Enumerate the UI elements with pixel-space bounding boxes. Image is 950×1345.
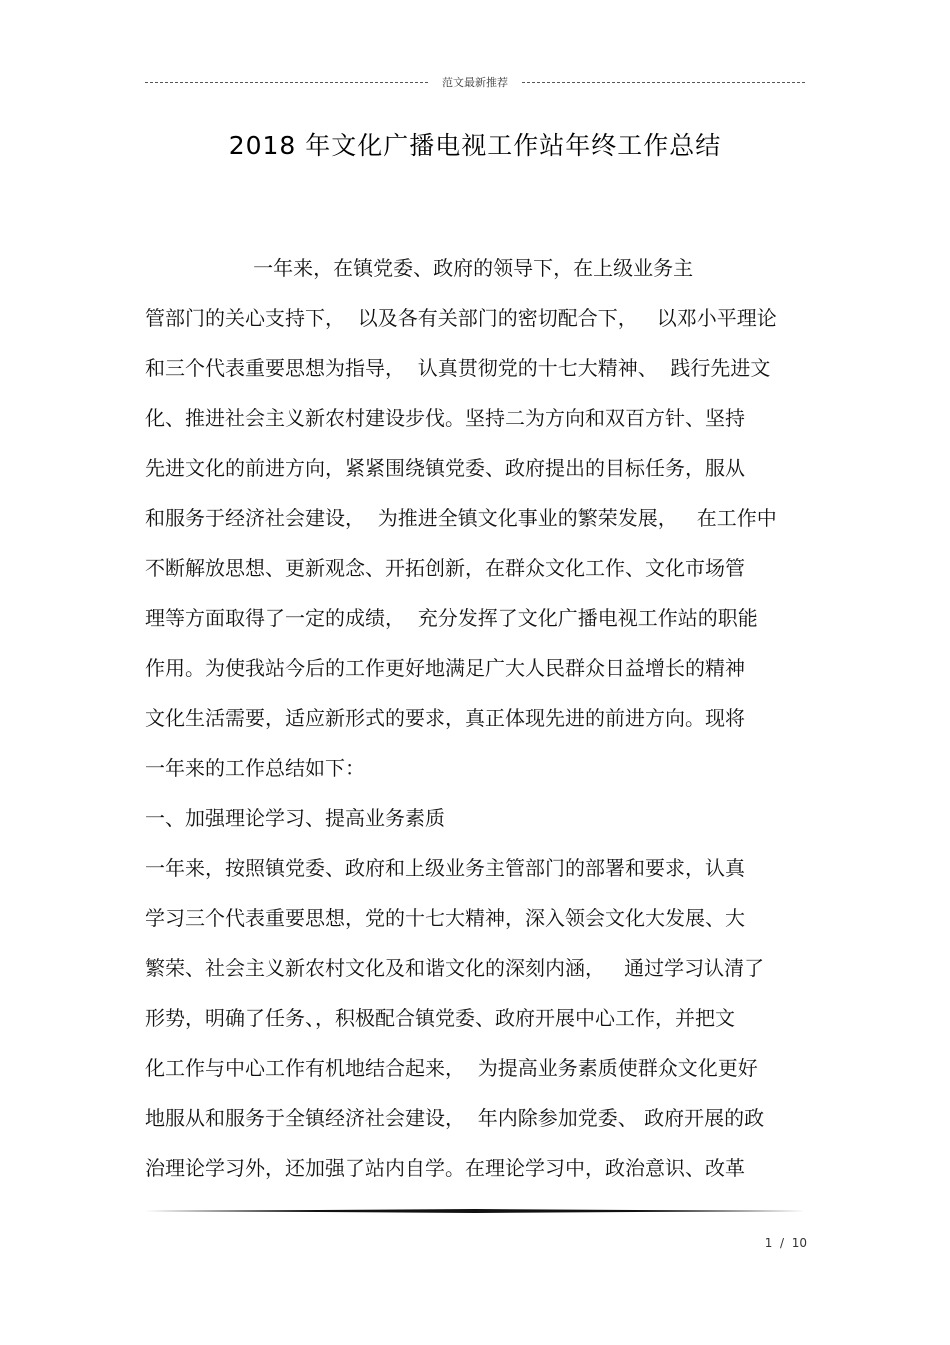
body-line: 一年来，按照镇党委、政府和上级业务主管部门的部署和要求，认真 — [145, 856, 745, 880]
body-line: 和三个代表重要思想为指导， 认真贯彻党的十七大精神、 践行先进文 — [145, 356, 771, 380]
body-line: 管部门的关心支持下， 以及各有关部门的密切配合下， 以邓小平理论 — [145, 306, 777, 330]
footer-rule — [145, 1209, 805, 1213]
document-body — [145, 248, 810, 1198]
header-text: 范文最新推荐 — [442, 76, 508, 89]
body-line: 先进文化的前进方向，紧紧围绕镇党委、政府提出的目标任务，服从 — [145, 456, 745, 480]
body-line: 治理论学习外，还加强了站内自学。在理论学习中，政治意识、改革 — [145, 1156, 745, 1180]
body-line: 学习三个代表重要思想，党的十七大精神，深入领会文化大发展、大 — [145, 906, 745, 930]
body-line: 文化生活需要，适应新形式的要求，真正体现先进的前进方向。现将 — [145, 706, 745, 730]
document-title: 2018 年文化广播电视工作站年终工作总结 — [228, 131, 722, 160]
page-number: 1 / 10 — [764, 1236, 807, 1250]
body-line: 繁荣、社会主义新农村文化及和谐文化的深刻内涵， 通过学习认清了 — [145, 956, 765, 980]
header-dashed-rule-left — [145, 82, 428, 83]
body-line: 一年来的工作总结如下： — [145, 756, 365, 780]
body-line: 化工作与中心工作有机地结合起来， 为提高业务素质使群众文化更好 — [145, 1056, 758, 1080]
body-line: 不断解放思想、更新观念、开拓创新，在群众文化工作、文化市场管 — [145, 556, 745, 580]
header-dashed-rule-right — [522, 82, 805, 83]
body-line: 作用。为使我站今后的工作更好地满足广大人民群众日益增长的精神 — [145, 656, 745, 680]
body-line: 形势，明确了任务、，积极配合镇党委、政府开展中心工作，并把文 — [145, 1006, 735, 1030]
body-line: 和服务于经济社会建设， 为推进全镇文化事业的繁荣发展， 在工作中 — [145, 506, 777, 530]
body-line: 化、推进社会主义新农村建设步伐。坚持二为方向和双百方针、坚持 — [145, 406, 745, 430]
body-line: 地服从和服务于全镇经济社会建设， 年内除参加党委、 政府开展的政 — [145, 1106, 765, 1130]
page-header — [145, 72, 805, 92]
section-heading: 一、加强理论学习、提高业务素质 — [145, 806, 445, 830]
body-line: 一年来，在镇党委、政府的领导下，在上级业务主 — [145, 256, 694, 280]
body-line: 理等方面取得了一定的成绩， 充分发挥了文化广播电视工作站的职能 — [145, 606, 758, 630]
